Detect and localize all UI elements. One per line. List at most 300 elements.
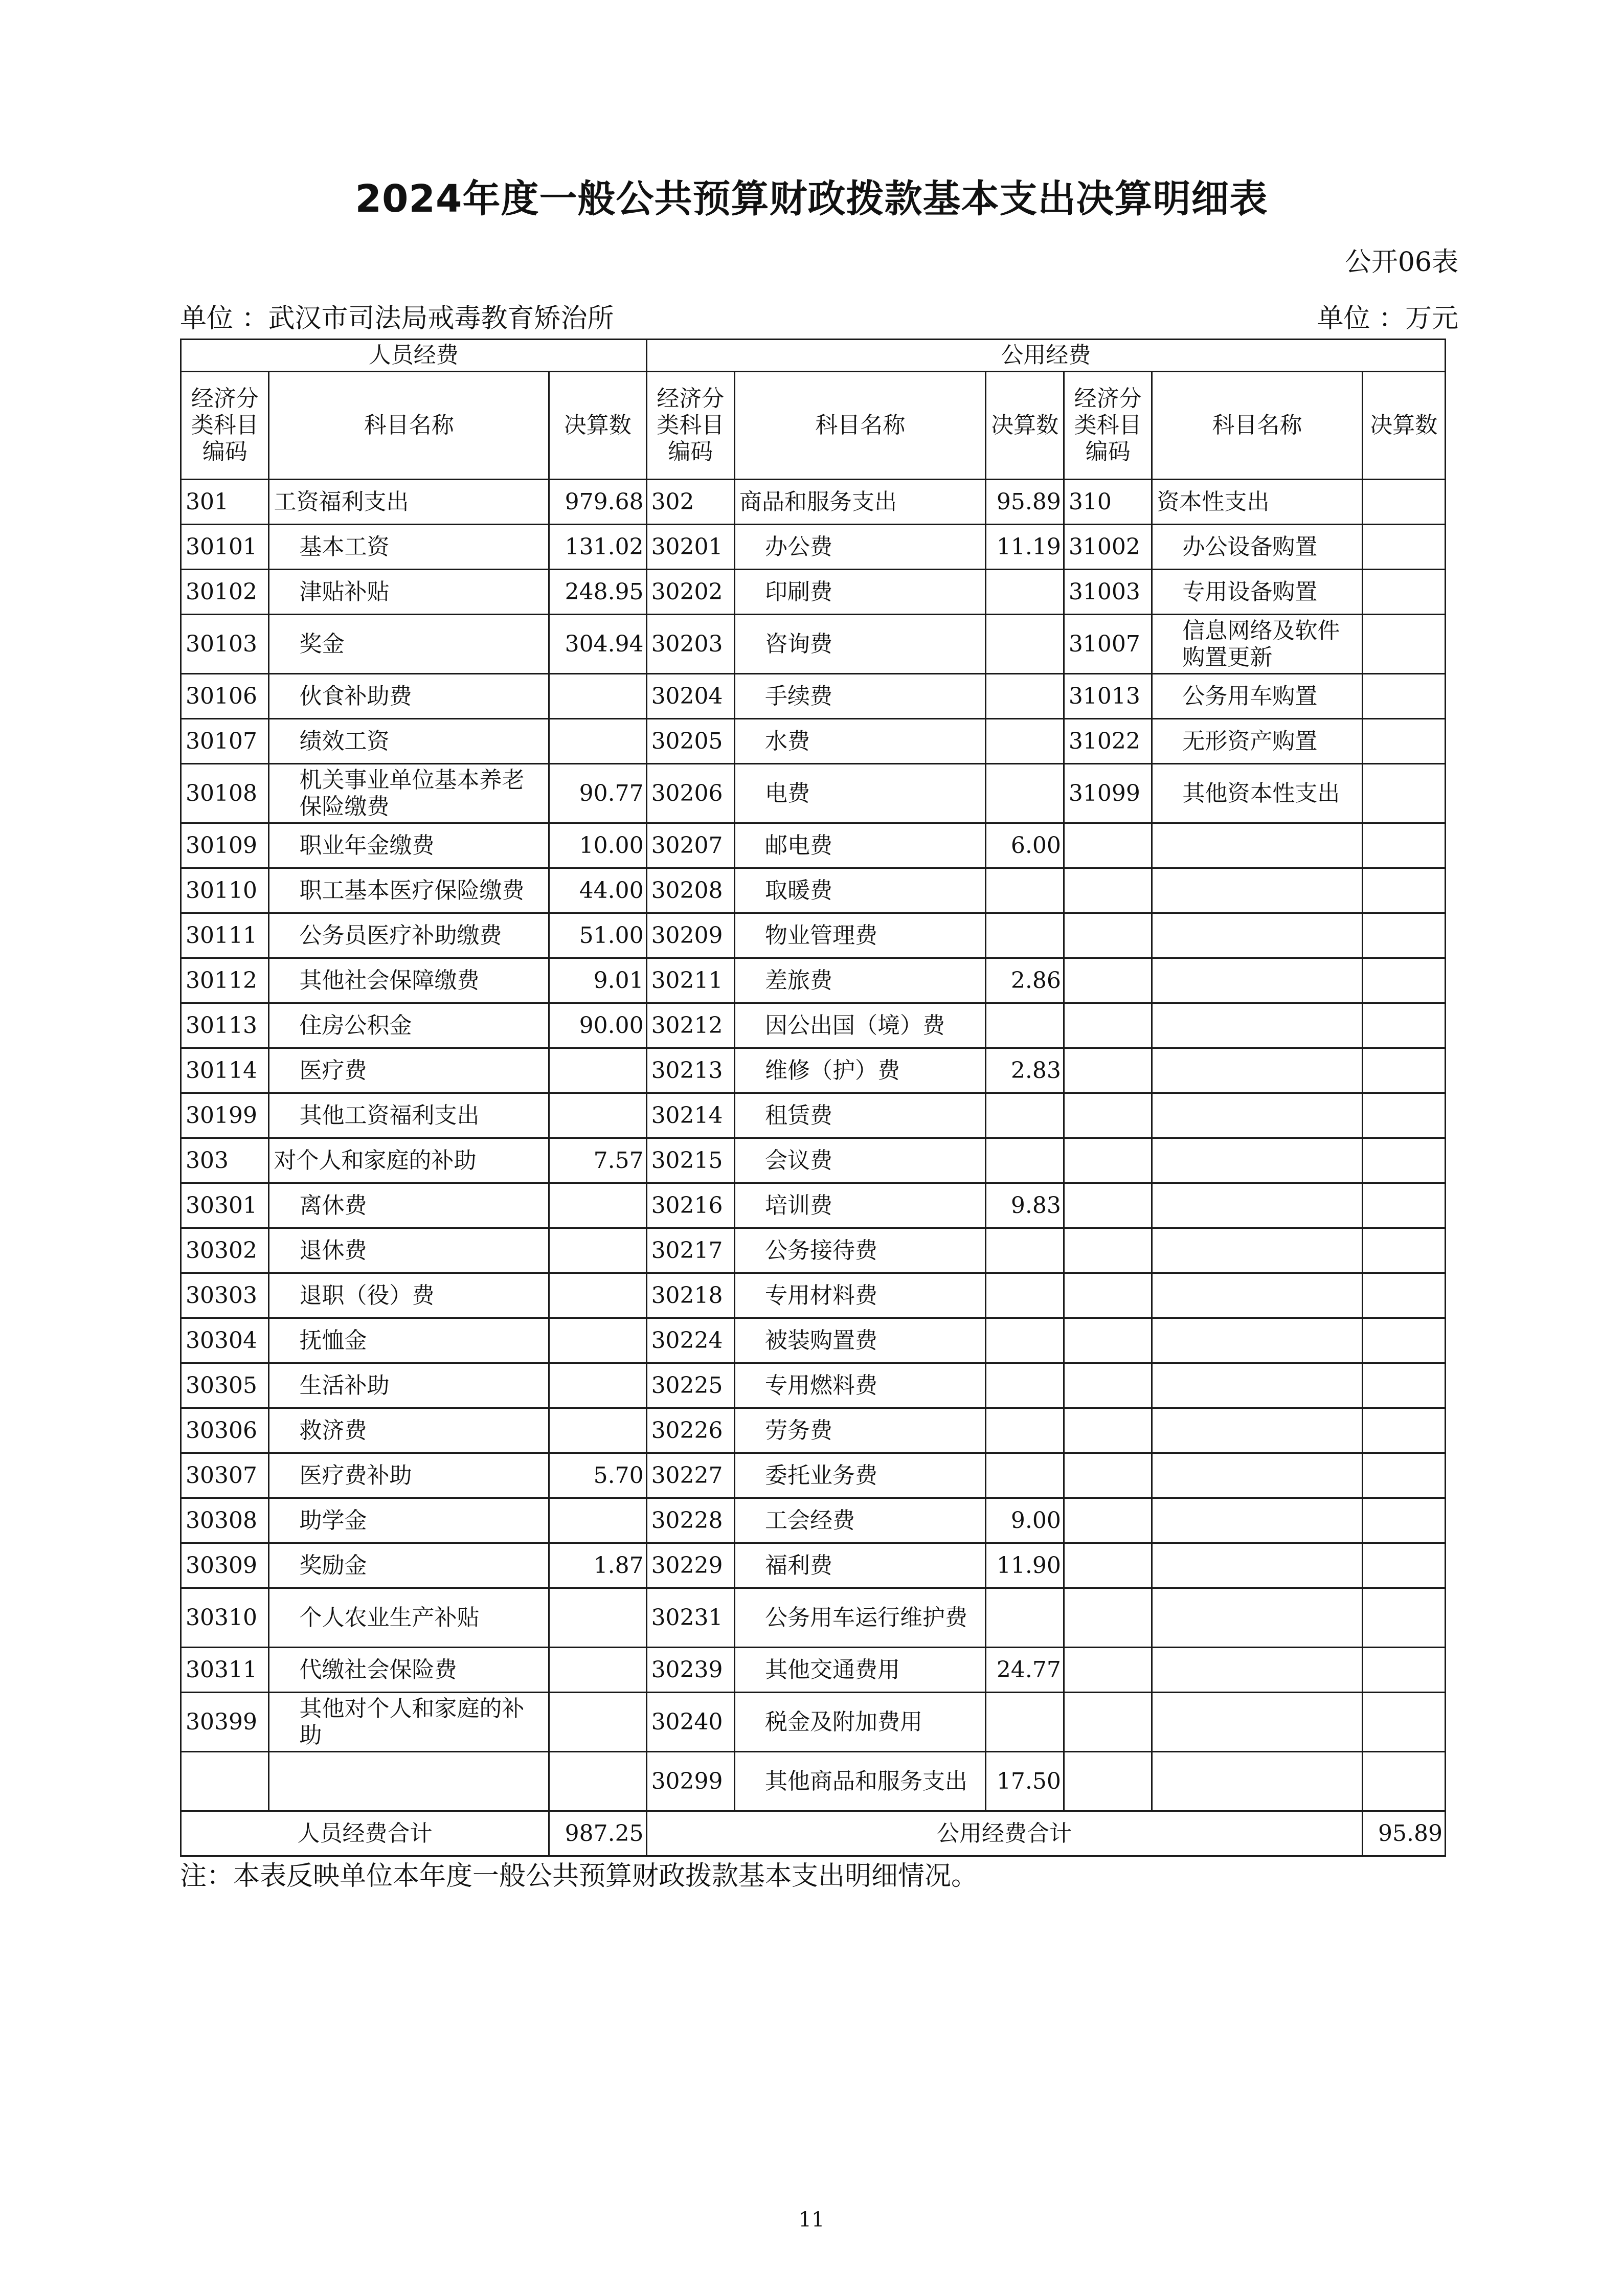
- table-row: [181, 615, 1446, 674]
- goods-name-cell: 劳务费: [735, 1408, 986, 1453]
- goods-name-cell: 专用燃料费: [735, 1363, 986, 1408]
- goods-code-cell: 30201: [646, 525, 734, 570]
- footnote: 注：本表反映单位本年度一般公共预算财政拨款基本支出明细情况。: [180, 1861, 978, 1892]
- capital-name-cell: 公务用车购置: [1152, 674, 1362, 719]
- personnel-code-cell: 30109: [181, 823, 269, 868]
- goods-name-cell: 租赁费: [735, 1093, 986, 1138]
- capital-amount-cell: [1362, 958, 1446, 1003]
- table-row: [181, 823, 1446, 868]
- personnel-amount-cell: [549, 1693, 647, 1752]
- capital-name-cell: [1152, 1183, 1362, 1228]
- capital-name-cell: [1152, 1273, 1362, 1318]
- personnel-amount-cell: [549, 1498, 647, 1543]
- capital-amount-cell: [1362, 913, 1446, 958]
- goods-code-cell: 30212: [646, 1003, 734, 1048]
- personnel-amount-cell: [549, 1183, 647, 1228]
- goods-code-cell: 30209: [646, 913, 734, 958]
- goods-amount-cell: 95.89: [986, 480, 1064, 525]
- personnel-amount-cell: [549, 1273, 647, 1318]
- capital-code-cell: [1064, 1498, 1152, 1543]
- header-amount: 决算数: [1362, 372, 1446, 480]
- goods-name-cell: 维修（护）费: [735, 1048, 986, 1093]
- personnel-code-cell: 30306: [181, 1408, 269, 1453]
- capital-amount-cell: [1362, 1363, 1446, 1408]
- header-row-columns: [181, 372, 1446, 480]
- capital-code-cell: [1064, 1273, 1152, 1318]
- goods-name-cell: 电费: [735, 764, 986, 823]
- expenditure-table: [180, 339, 1446, 1857]
- goods-amount-cell: 2.86: [986, 958, 1064, 1003]
- goods-name-cell: 福利费: [735, 1543, 986, 1588]
- capital-code-cell: [1064, 868, 1152, 913]
- capital-name-cell: 办公设备购置: [1152, 525, 1362, 570]
- capital-name-cell: [1152, 1003, 1362, 1048]
- personnel-amount-cell: [549, 1363, 647, 1408]
- capital-code-cell: [1064, 1048, 1152, 1093]
- capital-amount-cell: [1362, 823, 1446, 868]
- capital-name-cell: [1152, 1363, 1362, 1408]
- goods-name-cell: 公务接待费: [735, 1228, 986, 1273]
- personnel-code-cell: 30302: [181, 1228, 269, 1273]
- capital-code-cell: [1064, 1228, 1152, 1273]
- capital-amount-cell: [1362, 615, 1446, 674]
- goods-amount-cell: [986, 1408, 1064, 1453]
- capital-amount-cell: [1362, 1543, 1446, 1588]
- capital-name-cell: 信息网络及软件购置更新: [1152, 615, 1362, 674]
- table-row: [181, 1003, 1446, 1048]
- goods-amount-cell: 9.00: [986, 1498, 1064, 1543]
- capital-amount-cell: [1362, 1588, 1446, 1648]
- table-row: [181, 958, 1446, 1003]
- table-row: [181, 1273, 1446, 1318]
- goods-name-cell: 办公费: [735, 525, 986, 570]
- personnel-amount-cell: [549, 1048, 647, 1093]
- capital-amount-cell: [1362, 1273, 1446, 1318]
- capital-amount-cell: [1362, 1003, 1446, 1048]
- table-row: [181, 1048, 1446, 1093]
- goods-amount-cell: [986, 1138, 1064, 1183]
- capital-amount-cell: [1362, 525, 1446, 570]
- capital-name-cell: [1152, 913, 1362, 958]
- goods-name-cell: 被装购置费: [735, 1318, 986, 1363]
- capital-code-cell: 31022: [1064, 719, 1152, 764]
- personnel-code-cell: 30308: [181, 1498, 269, 1543]
- capital-code-cell: 31013: [1064, 674, 1152, 719]
- personnel-name-cell: 退休费: [269, 1228, 549, 1273]
- header-name: 科目名称: [1152, 372, 1362, 480]
- table-row: [181, 1648, 1446, 1693]
- personnel-amount-cell: 248.95: [549, 570, 647, 615]
- goods-name-cell: 商品和服务支出: [735, 480, 986, 525]
- capital-amount-cell: [1362, 1093, 1446, 1138]
- capital-amount-cell: [1362, 1648, 1446, 1693]
- capital-amount-cell: [1362, 1453, 1446, 1498]
- capital-amount-cell: [1362, 1228, 1446, 1273]
- goods-amount-cell: 9.83: [986, 1183, 1064, 1228]
- personnel-name-cell: [269, 1752, 549, 1811]
- personnel-name-cell: 离休费: [269, 1183, 549, 1228]
- capital-name-cell: [1152, 1318, 1362, 1363]
- capital-name-cell: [1152, 1498, 1362, 1543]
- table-row: [181, 1093, 1446, 1138]
- personnel-amount-cell: 44.00: [549, 868, 647, 913]
- capital-code-cell: [1064, 913, 1152, 958]
- goods-name-cell: 委托业务费: [735, 1453, 986, 1498]
- goods-amount-cell: [986, 1693, 1064, 1752]
- personnel-name-cell: 工资福利支出: [269, 480, 549, 525]
- capital-amount-cell: [1362, 764, 1446, 823]
- table-row: [181, 868, 1446, 913]
- personnel-code-cell: 30108: [181, 764, 269, 823]
- personnel-amount-cell: 90.77: [549, 764, 647, 823]
- personnel-amount-cell: [549, 1588, 647, 1648]
- goods-amount-cell: [986, 868, 1064, 913]
- goods-code-cell: 30216: [646, 1183, 734, 1228]
- goods-code-cell: 30231: [646, 1588, 734, 1648]
- capital-amount-cell: [1362, 1408, 1446, 1453]
- goods-code-cell: 30217: [646, 1228, 734, 1273]
- goods-code-cell: 30240: [646, 1693, 734, 1752]
- personnel-code-cell: 30305: [181, 1363, 269, 1408]
- capital-code-cell: [1064, 1003, 1152, 1048]
- goods-code-cell: 30202: [646, 570, 734, 615]
- capital-amount-cell: [1362, 480, 1446, 525]
- personnel-code-cell: 30110: [181, 868, 269, 913]
- capital-amount-cell: [1362, 1752, 1446, 1811]
- goods-code-cell: 30229: [646, 1543, 734, 1588]
- page-number: 11: [798, 2208, 825, 2232]
- personnel-amount-cell: [549, 1752, 647, 1811]
- goods-code-cell: 30224: [646, 1318, 734, 1363]
- capital-amount-cell: [1362, 1498, 1446, 1543]
- personnel-name-cell: 其他社会保障缴费: [269, 958, 549, 1003]
- goods-name-cell: 差旅费: [735, 958, 986, 1003]
- personnel-code-cell: 30101: [181, 525, 269, 570]
- capital-amount-cell: [1362, 1048, 1446, 1093]
- personnel-amount-cell: 10.00: [549, 823, 647, 868]
- table-row: [181, 570, 1446, 615]
- table-row: [181, 674, 1446, 719]
- capital-name-cell: [1152, 958, 1362, 1003]
- personnel-amount-cell: 979.68: [549, 480, 647, 525]
- capital-code-cell: [1064, 1693, 1152, 1752]
- goods-name-cell: 其他交通费用: [735, 1648, 986, 1693]
- goods-amount-cell: 11.90: [986, 1543, 1064, 1588]
- capital-name-cell: [1152, 1408, 1362, 1453]
- capital-name-cell: [1152, 868, 1362, 913]
- personnel-name-cell: 退职（役）费: [269, 1273, 549, 1318]
- goods-code-cell: 30218: [646, 1273, 734, 1318]
- goods-code-cell: 30214: [646, 1093, 734, 1138]
- header-code: 经济分类科目编码: [646, 372, 734, 480]
- personnel-name-cell: 伙食补助费: [269, 674, 549, 719]
- goods-name-cell: 因公出国（境）费: [735, 1003, 986, 1048]
- table-row: [181, 525, 1446, 570]
- personnel-name-cell: 抚恤金: [269, 1318, 549, 1363]
- goods-code-cell: 30228: [646, 1498, 734, 1543]
- personnel-name-cell: 职工基本医疗保险缴费: [269, 868, 549, 913]
- table-row: [181, 1363, 1446, 1408]
- goods-amount-cell: [986, 1588, 1064, 1648]
- goods-amount-cell: [986, 1273, 1064, 1318]
- header-amount: 决算数: [549, 372, 647, 480]
- personnel-name-cell: 奖励金: [269, 1543, 549, 1588]
- capital-name-cell: [1152, 1588, 1362, 1648]
- table-row: [181, 764, 1446, 823]
- capital-code-cell: 310: [1064, 480, 1152, 525]
- capital-code-cell: [1064, 823, 1152, 868]
- personnel-code-cell: 30103: [181, 615, 269, 674]
- capital-name-cell: 资本性支出: [1152, 480, 1362, 525]
- capital-code-cell: [1064, 1752, 1152, 1811]
- capital-code-cell: 31099: [1064, 764, 1152, 823]
- goods-name-cell: 水费: [735, 719, 986, 764]
- personnel-name-cell: 津贴补贴: [269, 570, 549, 615]
- capital-amount-cell: [1362, 868, 1446, 913]
- goods-amount-cell: 2.83: [986, 1048, 1064, 1093]
- personnel-name-cell: 公务员医疗补助缴费: [269, 913, 549, 958]
- table-row: [181, 1408, 1446, 1453]
- personnel-name-cell: 机关事业单位基本养老保险缴费: [269, 764, 549, 823]
- personnel-amount-cell: 1.87: [549, 1543, 647, 1588]
- public-total-label: 公用经费合计: [646, 1811, 1362, 1856]
- goods-amount-cell: 24.77: [986, 1648, 1064, 1693]
- capital-code-cell: [1064, 1318, 1152, 1363]
- personnel-amount-cell: 7.57: [549, 1138, 647, 1183]
- goods-name-cell: 手续费: [735, 674, 986, 719]
- goods-amount-cell: 6.00: [986, 823, 1064, 868]
- personnel-code-cell: 30106: [181, 674, 269, 719]
- capital-code-cell: [1064, 1138, 1152, 1183]
- goods-amount-cell: [986, 1363, 1064, 1408]
- personnel-name-cell: 基本工资: [269, 525, 549, 570]
- goods-name-cell: 邮电费: [735, 823, 986, 868]
- personnel-code-cell: 30310: [181, 1588, 269, 1648]
- goods-amount-cell: [986, 764, 1064, 823]
- header-amount: 决算数: [986, 372, 1064, 480]
- personnel-code-cell: 30307: [181, 1453, 269, 1498]
- personnel-code-cell: 30303: [181, 1273, 269, 1318]
- goods-amount-cell: [986, 1003, 1064, 1048]
- header-name: 科目名称: [269, 372, 549, 480]
- goods-amount-cell: [986, 615, 1064, 674]
- personnel-total-label: 人员经费合计: [181, 1811, 549, 1856]
- goods-amount-cell: [986, 570, 1064, 615]
- personnel-amount-cell: [549, 674, 647, 719]
- capital-code-cell: [1064, 1363, 1152, 1408]
- personnel-code-cell: [181, 1752, 269, 1811]
- personnel-name-cell: 职业年金缴费: [269, 823, 549, 868]
- personnel-total-value: 987.25: [549, 1811, 647, 1856]
- capital-code-cell: [1064, 1408, 1152, 1453]
- public-total-value: 95.89: [1362, 1811, 1446, 1856]
- personnel-amount-cell: [549, 719, 647, 764]
- personnel-amount-cell: 131.02: [549, 525, 647, 570]
- goods-amount-cell: [986, 674, 1064, 719]
- capital-amount-cell: [1362, 1693, 1446, 1752]
- header-code: 经济分类科目编码: [1064, 372, 1152, 480]
- personnel-amount-cell: 51.00: [549, 913, 647, 958]
- capital-name-cell: [1152, 1453, 1362, 1498]
- totals-row: [181, 1811, 1446, 1856]
- personnel-code-cell: 30301: [181, 1183, 269, 1228]
- goods-code-cell: 30207: [646, 823, 734, 868]
- capital-name-cell: [1152, 1138, 1362, 1183]
- table-row: [181, 1752, 1446, 1811]
- capital-name-cell: [1152, 1543, 1362, 1588]
- goods-amount-cell: 11.19: [986, 525, 1064, 570]
- personnel-code-cell: 30111: [181, 913, 269, 958]
- capital-amount-cell: [1362, 1183, 1446, 1228]
- personnel-name-cell: 对个人和家庭的补助: [269, 1138, 549, 1183]
- capital-name-cell: [1152, 1093, 1362, 1138]
- personnel-name-cell: 其他工资福利支出: [269, 1093, 549, 1138]
- capital-amount-cell: [1362, 1318, 1446, 1363]
- capital-name-cell: [1152, 1648, 1362, 1693]
- goods-code-cell: 30225: [646, 1363, 734, 1408]
- goods-code-cell: 30206: [646, 764, 734, 823]
- capital-name-cell: [1152, 1752, 1362, 1811]
- goods-name-cell: 专用材料费: [735, 1273, 986, 1318]
- personnel-code-cell: 30107: [181, 719, 269, 764]
- capital-code-cell: [1064, 958, 1152, 1003]
- table-row: [181, 1498, 1446, 1543]
- goods-code-cell: 30227: [646, 1453, 734, 1498]
- header-code: 经济分类科目编码: [181, 372, 269, 480]
- capital-code-cell: [1064, 1588, 1152, 1648]
- personnel-code-cell: 30199: [181, 1093, 269, 1138]
- table-row: [181, 1138, 1446, 1183]
- table-row: [181, 1228, 1446, 1273]
- goods-code-cell: 30299: [646, 1752, 734, 1811]
- personnel-name-cell: 代缴社会保险费: [269, 1648, 549, 1693]
- table-row: [181, 1453, 1446, 1498]
- personnel-amount-cell: 90.00: [549, 1003, 647, 1048]
- goods-name-cell: 培训费: [735, 1183, 986, 1228]
- table-row: [181, 480, 1446, 525]
- personnel-code-cell: 30112: [181, 958, 269, 1003]
- capital-name-cell: 其他资本性支出: [1152, 764, 1362, 823]
- capital-amount-cell: [1362, 719, 1446, 764]
- table-row: [181, 1183, 1446, 1228]
- goods-code-cell: 302: [646, 480, 734, 525]
- capital-name-cell: [1152, 823, 1362, 868]
- header-personnel: 人员经费: [181, 340, 647, 372]
- unit-organization: 单位 ：武汉市司法局戒毒教育矫治所: [180, 303, 614, 334]
- capital-code-cell: [1064, 1183, 1152, 1228]
- goods-code-cell: 30211: [646, 958, 734, 1003]
- personnel-code-cell: 30114: [181, 1048, 269, 1093]
- table-number: 公开06表: [1344, 247, 1458, 278]
- capital-name-cell: [1152, 1048, 1362, 1093]
- personnel-code-cell: 30309: [181, 1543, 269, 1588]
- goods-name-cell: 工会经费: [735, 1498, 986, 1543]
- personnel-amount-cell: [549, 1093, 647, 1138]
- goods-name-cell: 物业管理费: [735, 913, 986, 958]
- header-name: 科目名称: [735, 372, 986, 480]
- capital-name-cell: 专用设备购置: [1152, 570, 1362, 615]
- table-row: [181, 913, 1446, 958]
- personnel-code-cell: 30113: [181, 1003, 269, 1048]
- personnel-name-cell: 医疗费补助: [269, 1453, 549, 1498]
- personnel-name-cell: 住房公积金: [269, 1003, 549, 1048]
- goods-name-cell: 印刷费: [735, 570, 986, 615]
- capital-name-cell: 无形资产购置: [1152, 719, 1362, 764]
- goods-amount-cell: [986, 1093, 1064, 1138]
- personnel-amount-cell: [549, 1228, 647, 1273]
- personnel-name-cell: 救济费: [269, 1408, 549, 1453]
- goods-name-cell: 公务用车运行维护费: [735, 1588, 986, 1648]
- capital-name-cell: [1152, 1228, 1362, 1273]
- goods-name-cell: 税金及附加费用: [735, 1693, 986, 1752]
- capital-code-cell: 31003: [1064, 570, 1152, 615]
- capital-code-cell: [1064, 1093, 1152, 1138]
- goods-name-cell: 会议费: [735, 1138, 986, 1183]
- goods-code-cell: 30215: [646, 1138, 734, 1183]
- goods-code-cell: 30204: [646, 674, 734, 719]
- goods-code-cell: 30205: [646, 719, 734, 764]
- personnel-amount-cell: 9.01: [549, 958, 647, 1003]
- personnel-amount-cell: [549, 1318, 647, 1363]
- capital-code-cell: 31007: [1064, 615, 1152, 674]
- goods-code-cell: 30239: [646, 1648, 734, 1693]
- capital-code-cell: [1064, 1453, 1152, 1498]
- goods-code-cell: 30213: [646, 1048, 734, 1093]
- table-row: [181, 1318, 1446, 1363]
- capital-code-cell: [1064, 1648, 1152, 1693]
- personnel-code-cell: 301: [181, 480, 269, 525]
- goods-amount-cell: [986, 1318, 1064, 1363]
- goods-name-cell: 其他商品和服务支出: [735, 1752, 986, 1811]
- personnel-name-cell: 其他对个人和家庭的补助: [269, 1693, 549, 1752]
- goods-amount-cell: 17.50: [986, 1752, 1064, 1811]
- personnel-name-cell: 医疗费: [269, 1048, 549, 1093]
- table-row: [181, 719, 1446, 764]
- personnel-name-cell: 个人农业生产补贴: [269, 1588, 549, 1648]
- capital-amount-cell: [1362, 570, 1446, 615]
- capital-code-cell: 31002: [1064, 525, 1152, 570]
- unit-currency: 单位 ：万元: [1317, 303, 1458, 334]
- personnel-amount-cell: 304.94: [549, 615, 647, 674]
- capital-amount-cell: [1362, 674, 1446, 719]
- goods-amount-cell: [986, 719, 1064, 764]
- personnel-code-cell: 30399: [181, 1693, 269, 1752]
- capital-amount-cell: [1362, 1138, 1446, 1183]
- table-row: [181, 1588, 1446, 1648]
- header-row-groups: [181, 340, 1446, 372]
- personnel-code-cell: 303: [181, 1138, 269, 1183]
- goods-amount-cell: [986, 1453, 1064, 1498]
- goods-name-cell: 咨询费: [735, 615, 986, 674]
- header-public: 公用经费: [646, 340, 1445, 372]
- goods-code-cell: 30203: [646, 615, 734, 674]
- personnel-code-cell: 30311: [181, 1648, 269, 1693]
- personnel-name-cell: 助学金: [269, 1498, 549, 1543]
- personnel-code-cell: 30304: [181, 1318, 269, 1363]
- goods-amount-cell: [986, 1228, 1064, 1273]
- personnel-name-cell: 生活补助: [269, 1363, 549, 1408]
- personnel-name-cell: 奖金: [269, 615, 549, 674]
- goods-code-cell: 30226: [646, 1408, 734, 1453]
- capital-name-cell: [1152, 1693, 1362, 1752]
- table-row: [181, 1693, 1446, 1752]
- personnel-code-cell: 30102: [181, 570, 269, 615]
- personnel-amount-cell: [549, 1648, 647, 1693]
- personnel-amount-cell: [549, 1408, 647, 1453]
- goods-amount-cell: [986, 913, 1064, 958]
- goods-name-cell: 取暖费: [735, 868, 986, 913]
- goods-code-cell: 30208: [646, 868, 734, 913]
